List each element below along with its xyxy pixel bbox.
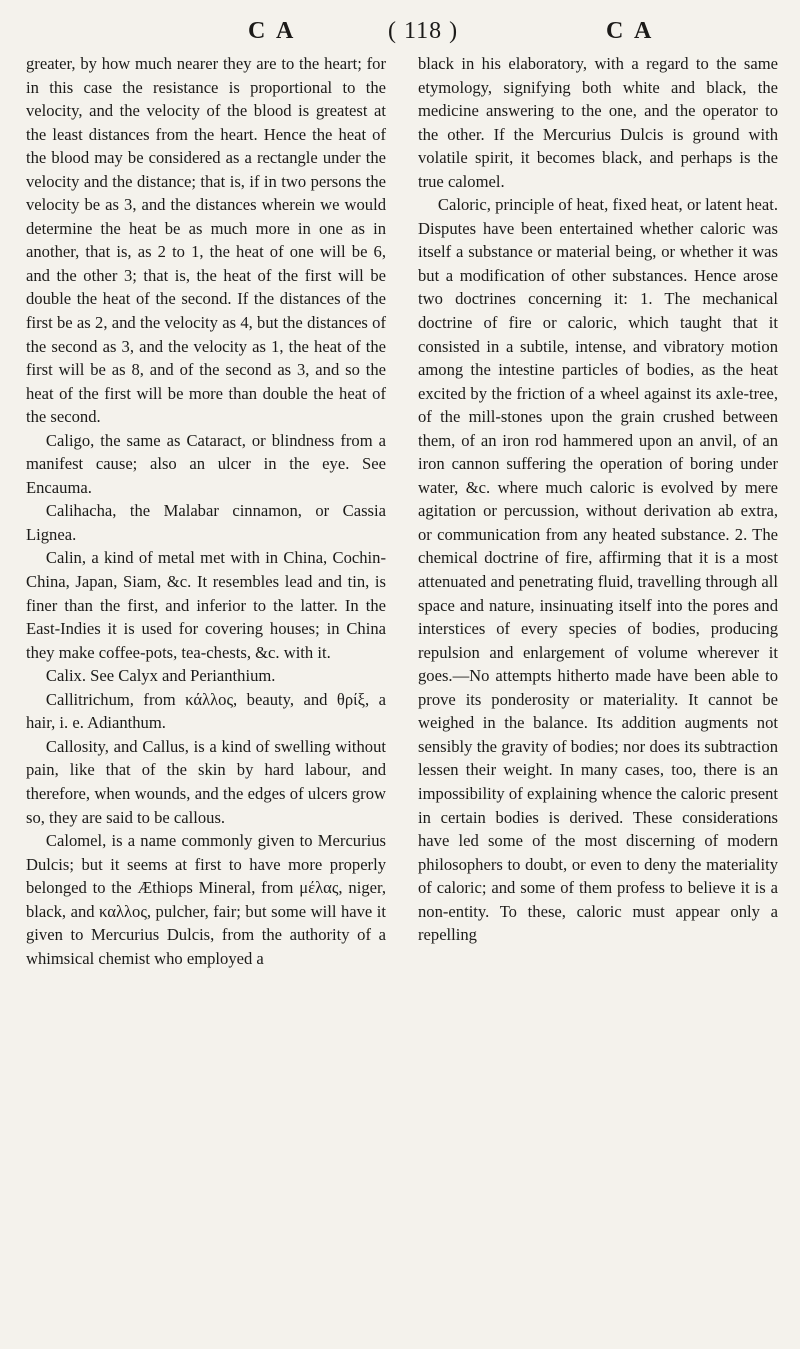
entry-callosity: Callosity, and Callus, is a kind of swelling without pain, like that of the skin by hard labour, and therefore, when wounds, and the edges of ulcers grow so, they are said to be callous. <box>26 736 386 827</box>
entry-caligo: Caligo, the same as Cataract, or blindness from a manifest cause; also an ulcer in the eye. See Encauma. <box>26 430 386 497</box>
entry-calomel: Calomel, is a name commonly given to Mercurius Dulcis; but it seems at first to have more properly belonged to the Æthiops Mineral, from μέλας, niger, black, and καλλος, pulcher, fair; but some will have it given to Mercurius Dulcis, from the authority of a whimsical chemist who employed a <box>26 831 386 968</box>
entry-calix: Calix. See Calyx and Perianthium. <box>45 666 276 686</box>
paragraph-continued: greater, by how much nearer they are to the heart; for in this case the resistance is proportional to the velocity, and the velocity of the blood is greatest at the least distances from the heart. Hence the heat of the blood may be considered as a rectangle under the velocity and the distance; that is, if in two persons the velocity be as 3, and the distances wherein we would determine the heat be as much more in one as in another, that is, as 2 to 1, the heat of one will be 6, and the other 3; that is, the heat of the first will be double the heat of the second. If the distances of the first be as 2, and the velocity as 4, but the distances of the second as 3, and the velocity as 1, the heat of the first will be as 8, and of the second as 3, and so the heat of the first will be more than double the heat of the second. <box>26 54 386 427</box>
paragraph-continued-right: black in his elaboratory, with a regard to the same etymology, signifying both white and black, the medicine answering to the one, and the operator to the other. If the Mercurius Dulcis is ground with volatile spirit, it becomes black, and perhaps is the true calomel. <box>418 54 778 191</box>
page-number: ( 118 ) <box>388 18 459 44</box>
entry-caloric: Caloric, principle of heat, fixed heat, or latent heat. Disputes have been entertained whether caloric was itself a substance or material being, or whether it was but a modification of other substances. Hence arose two doctrines concerning it: 1. The mechanical doctrine of fire or caloric, which taught that it consisted in a subtile, intense, and vibratory motion among the intestine particles of bodies, as the heat excited by the friction of a wheel against its axle-tree, of the mill-stones upon the grain crushed between them, of an iron rod hammered upon an anvil, of an iron cannon suffering the operation of boring under water, &c. where much caloric is evolved by mere agitation or percussion, without derivation ab extra, or communication from any heated substance. 2. The chemical doctrine of fire, affirming that it is a most attenuated and penetrating fluid, travelling through all space and nature, insinuating itself into the pores and interstices of every species of bodies, producing repulsion and enlargement of volume wherever it goes.—No attempts hitherto made have been able to prove its ponderosity or materiality. It cannot be weighed in the balance. Its addition augments not sensibly the gravity of bodies; nor does its subtraction lessen their weight. In many cases, too, there is an impossibility of explaining whence the caloric present in certain bodies is derived. These considerations have led some of the most discerning of modern philosophers to doubt, or even to deny the materiality of caloric; and some of them profess to believe it is a non-entity. To these, caloric must appear only a repelling <box>418 195 778 945</box>
right-column <box>418 52 778 970</box>
header-right-guide: C A <box>606 18 655 44</box>
header-left-guide: C A <box>248 18 297 44</box>
entry-calihacha: Calihacha, the Malabar cinnamon, or Cassia Lignea. <box>26 501 386 544</box>
left-column <box>26 52 386 970</box>
entry-callitrichum: Callitrichum, from κάλλος, beauty, and θρίξ, a hair, i. e. Adianthum. <box>26 689 386 733</box>
running-header <box>26 10 778 52</box>
entry-calin: Calin, a kind of metal met with in China, Cochin-China, Japan, Siam, &c. It resembles lead and tin, is finer than the first, and inferior to the latter. In the East-Indies it is used for covering houses; in China they make coffee-pots, tea-chests, &c. with it. <box>26 548 386 662</box>
text-columns <box>26 52 778 970</box>
